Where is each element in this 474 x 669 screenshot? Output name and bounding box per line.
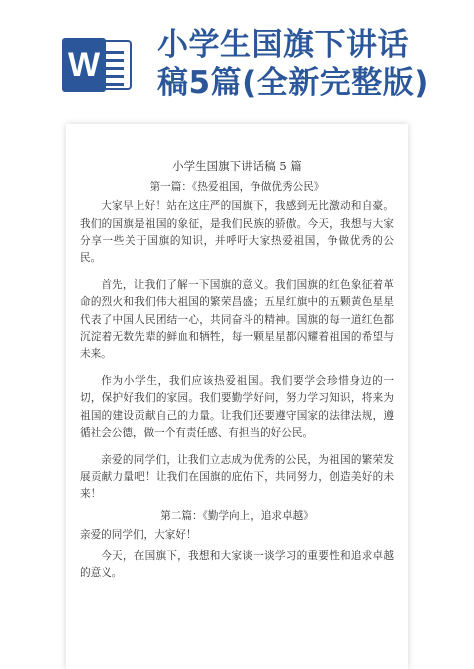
section1-paragraph-2: 首先，让我们了解一下国旗的意义。我们国旗的红色象征着革命的烈火和我们伟大祖国的繁荣昌盛；五星红旗中的五颗黄色星星代表了中国人民团结一心，共同奋斗的精神。国旗的每一道红色都沉淀着无数先辈的鲜血和牺牲，每一颗星星都闪耀着祖国的希望与未来。 xyxy=(80,279,394,361)
page-title-line1: 小学生国旗下讲话 xyxy=(157,27,409,63)
page-title xyxy=(157,26,467,102)
section1-paragraph-1: 大家早上好！站在这庄严的国旗下，我感到无比激动和自豪。我们的国旗是祖国的象征，是我们民族的骄傲。今天，我想与大家分享一些关于国旗的知识，并呼吁大家热爱祖国，争做优秀的公民。 xyxy=(80,200,394,265)
section1-heading: 第一篇：《热爱祖国，争做优秀公民》 xyxy=(149,181,325,194)
section1-paragraph-3: 作为小学生，我们应该热爱祖国。我们要学会珍惜身边的一切，保护好我们的家园。我们要勤学好问，努力学习知识，将来为祖国的建设贡献自己的力量。让我们还要遵守国家的法律法规，遵循社会公德，做一个有责任感、有担当的好公民。 xyxy=(80,375,394,439)
word-document-icon xyxy=(62,38,134,92)
section2-heading: 第二篇：《勤学向上，追求卓越》 xyxy=(160,509,314,522)
section1-paragraph-4: 亲爱的同学们，让我们立志成为优秀的公民，为祖国的繁荣发展贡献力量吧！让我们在国旗的庇佑下，共同努力，创造美好的未来！ xyxy=(80,454,394,501)
document-title: 小学生国旗下讲话稿 5 篇 xyxy=(172,159,302,173)
header-banner xyxy=(0,0,474,104)
section2-paragraph-1: 亲爱的同学们，大家好！ xyxy=(80,528,197,541)
section2-paragraph-2: 今天，在国旗下，我想和大家谈一谈学习的重要性和追求卓越的意义。 xyxy=(80,550,394,580)
document-body xyxy=(80,158,394,592)
page-title-line2: 稿5篇(全新完整版) xyxy=(157,65,429,101)
word-icon-letter: W xyxy=(62,38,106,92)
